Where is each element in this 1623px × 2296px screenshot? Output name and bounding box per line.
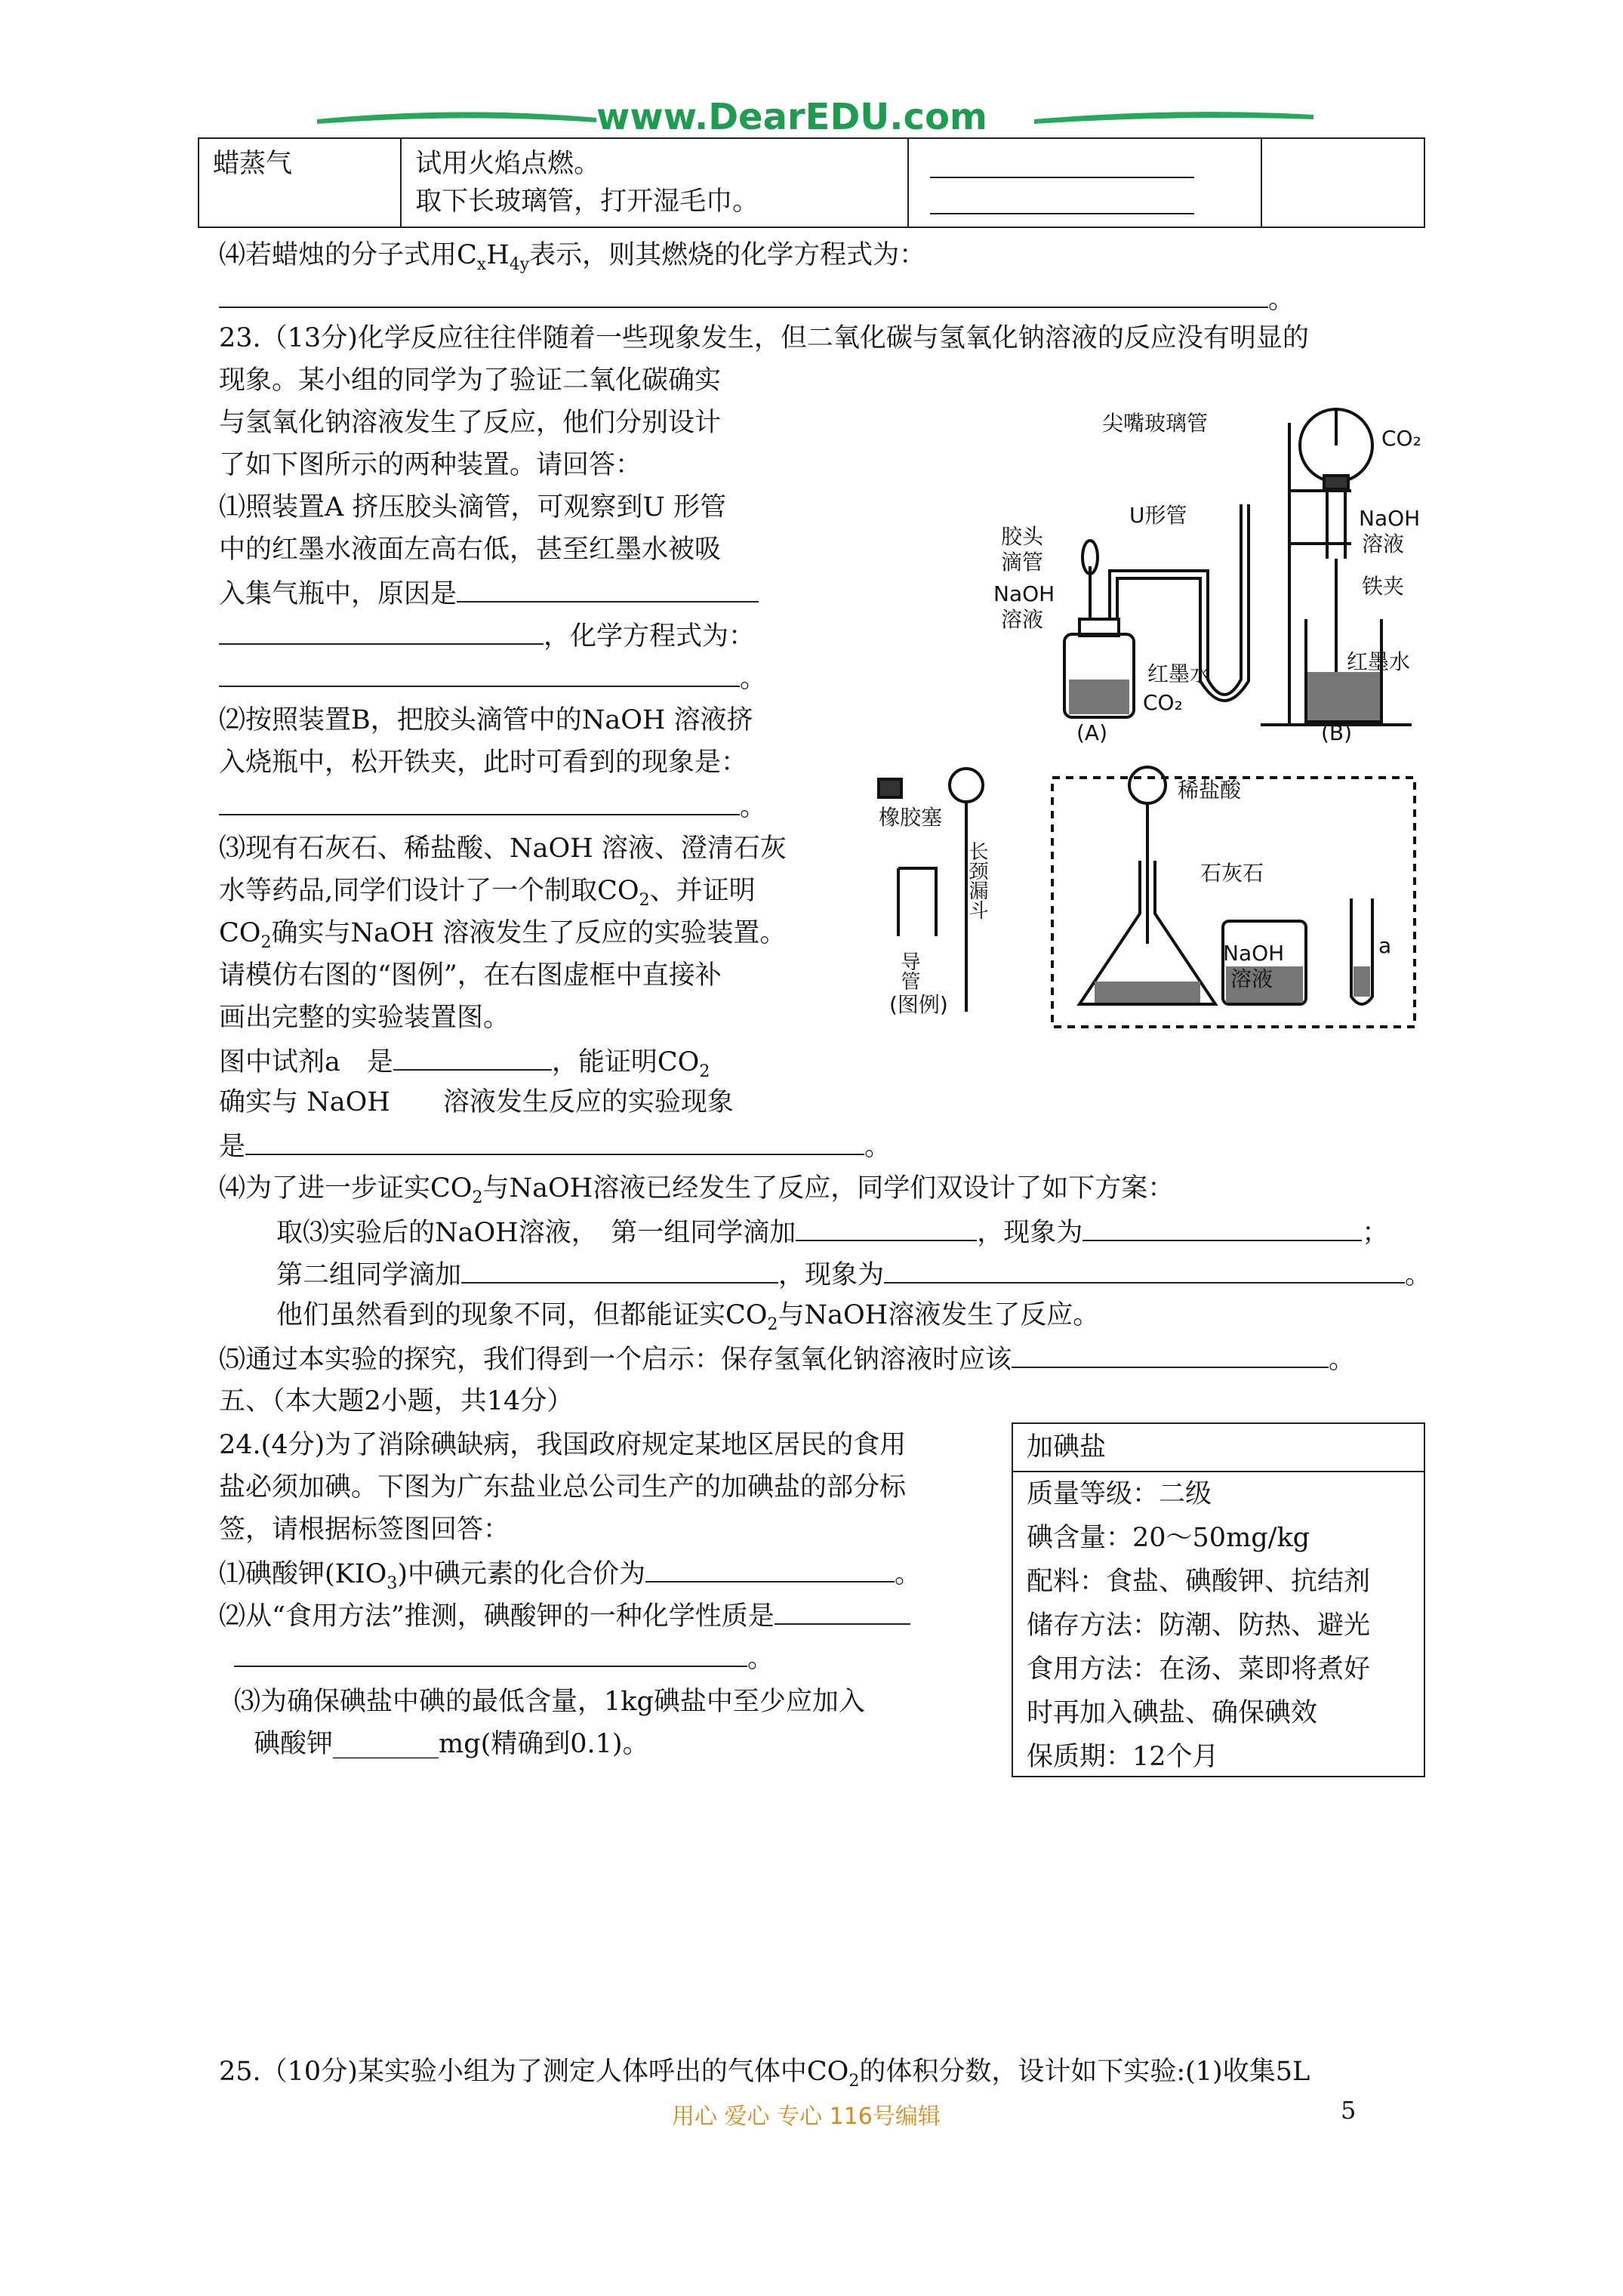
reason-blank-2[interactable] xyxy=(219,618,544,645)
equation-blank[interactable] xyxy=(219,281,1268,308)
iodized-salt-label xyxy=(1012,1422,1425,1777)
table-cell-empty xyxy=(1261,138,1424,227)
reagent-a-blank[interactable] xyxy=(393,1043,552,1071)
label-hongmoshui-a: 红墨水 xyxy=(1147,661,1212,686)
table-cell-substance xyxy=(199,138,401,227)
q24-p2: ⑵从“食用方法”推测，碘酸钾的一种化学性质是 xyxy=(219,1598,910,1633)
label-xiangjiaosai: 橡胶塞 xyxy=(879,805,943,830)
q23-p3-line7: 确实与 NaOH 溶液发生反应的实验现象 xyxy=(219,1087,734,1117)
label-tiejia: 铁夹 xyxy=(1362,574,1405,599)
salt-label-row: 配料：食盐、碘酸钾、抗结剂 xyxy=(1027,1567,1371,1597)
property-blank[interactable] xyxy=(775,1598,910,1625)
label-naoh-c2: 溶液 xyxy=(1230,966,1273,991)
q24-p3-line2: 碘酸钾________mg(精确到0.1)。 xyxy=(254,1729,649,1759)
salt-label-title: 加碘盐 xyxy=(1013,1424,1424,1472)
answer-blank-1[interactable] xyxy=(930,145,1194,178)
label-co2-b: CO₂ xyxy=(1381,426,1421,451)
q22-part4: ⑷若蜡烛的分子式用$C_xH_{4y}$表示，则其燃烧的化学方程式为： xyxy=(219,240,926,274)
q23-intro-2: 现象。某小组的同学为了验证二氧化碳确实 xyxy=(219,365,722,396)
q24-line3: 签，请根据标签图回答： xyxy=(219,1515,510,1545)
salt-label-row: 时再加入碘盐、确保碘效 xyxy=(1027,1698,1318,1728)
table-substance-text: 蜡蒸气 xyxy=(213,149,293,179)
evidence-blank[interactable] xyxy=(245,1128,864,1155)
q23-p2-line1: ⑵按照装置B，把胶头滴管中的NaOH 溶液挤 xyxy=(219,705,753,735)
label-b: (B) xyxy=(1321,720,1353,745)
footer-text: 用心 爱心 专心 116号编辑 xyxy=(672,2103,941,2130)
q23-intro-1: 23.（13分)化学反应往往伴随着一些现象发生，但二氧化碳与氢氧化钠溶液的反应没有明显的 xyxy=(219,323,1309,353)
q23-p1-line3: 入集气瓶中，原因是 xyxy=(219,575,759,611)
q23-p2-line3: 。 xyxy=(219,788,766,824)
label-daoguan-vertical xyxy=(898,951,920,991)
q23-p4-line3: 第二组同学滴加 ，现象为 。 xyxy=(276,1256,1431,1292)
property-blank-2[interactable] xyxy=(234,1640,747,1667)
valence-blank[interactable] xyxy=(645,1555,895,1583)
q23-intro-4: 了如下图所示的两种装置。请回答： xyxy=(219,450,642,480)
apparatus-figure-ab xyxy=(929,393,1427,747)
label-changjing-vertical xyxy=(965,841,988,920)
q23-p3-line8: 是 。 xyxy=(219,1128,891,1163)
svg-text:长颈漏斗: 长颈漏斗 xyxy=(965,841,988,920)
q24-line1: 24.(4分)为了消除碘缺病，我国政府规定某地区居民的食用 xyxy=(219,1430,907,1460)
q24-line2: 盐必须加碘。下图为广东盐业总公司生产的加碘盐的部分标 xyxy=(219,1472,907,1502)
q23-p3-line4: 请模仿右图的“图例”，在右图虚框中直接补 xyxy=(219,960,722,991)
q23-p4-line4: 他们虽然看到的现象不同，但都能证实$CO_2$与NaOH溶液发生了反应。 xyxy=(276,1300,1100,1334)
observation-table xyxy=(198,137,1425,228)
label-naoh-b2: 溶液 xyxy=(1362,532,1405,556)
table-method-line2: 取下长玻璃管，打开湿毛巾。 xyxy=(415,186,759,217)
label-naoh-c1: NaOH xyxy=(1223,941,1285,966)
q25-line: 25.（10分)某实验小组为了测定人体呼出的气体中$CO_2$的体积分数，设计如下实验:(1)收集5L xyxy=(219,2057,1310,2091)
q23-p3-line2: 水等药品,同学们设计了一个制取$CO_2$、并证明 xyxy=(219,876,756,910)
q23-p2-line2: 入烧瓶中，松开铁夹，此时可看到的现象是： xyxy=(219,747,748,778)
q23-p5-line: ⑸通过本实验的探究，我们得到一个启示：保存氢氧化钠溶液时应该 。 xyxy=(219,1341,1355,1376)
q23-p3-line1: ⑶现有石灰石、稀盐酸、NaOH 溶液、澄清石灰 xyxy=(219,834,787,864)
page-number: 5 xyxy=(1341,2096,1357,2125)
group2-reagent-blank[interactable] xyxy=(461,1256,778,1284)
salt-label-row: 保质期：12个月 xyxy=(1027,1742,1219,1772)
q23-p1-line5: 。 xyxy=(219,660,766,695)
q22-equation-line: 。 xyxy=(219,281,1295,316)
label-hongmoshui-b: 红墨水 xyxy=(1347,649,1411,674)
table-method-line1: 试用火焰点燃。 xyxy=(415,149,601,179)
label-jiaotou-2: 滴管 xyxy=(1001,550,1044,575)
salt-label-row: 碘含量：20～50mg/kg xyxy=(1027,1523,1310,1553)
label-naoh-b1: NaOH xyxy=(1359,506,1421,531)
q23-p4-line1: ⑷为了进一步证实$CO_2$与NaOH溶液已经发生了反应，同学们双设计了如下方案： xyxy=(219,1173,1175,1207)
group1-phenomenon-blank[interactable] xyxy=(1083,1214,1362,1241)
q23-p3-line5: 画出完整的实验装置图。 xyxy=(219,1003,510,1033)
salt-label-row: 储存方法：防潮、防热、避光 xyxy=(1027,1610,1371,1641)
phenomenon-blank[interactable] xyxy=(219,788,740,815)
label-naoh-a1: NaOH xyxy=(993,581,1055,606)
q23-p3-line6: 图中试剂a 是 ，能证明$CO_2$ xyxy=(219,1043,710,1089)
equation-blank-a[interactable] xyxy=(219,660,740,687)
q24-p3-line1: ⑶为确保碘盐中碘的最低含量，1kg碘盐中至少应加入 xyxy=(234,1687,865,1717)
storage-blank[interactable] xyxy=(1012,1341,1329,1368)
label-jianzui: 尖嘴玻璃管 xyxy=(1102,411,1209,436)
reason-blank[interactable] xyxy=(457,575,759,603)
label-naoh-a2: 溶液 xyxy=(1001,607,1044,632)
label-uxing: U形管 xyxy=(1129,503,1187,528)
label-xiyansuan: 稀盐酸 xyxy=(1178,778,1242,803)
salt-label-row: 质量等级：二级 xyxy=(1027,1479,1212,1509)
q23-p1-line4: ，化学方程式为： xyxy=(219,618,755,653)
header-site-name: www.DearEDU.com xyxy=(596,96,987,138)
q24-p2-cont: 。 xyxy=(234,1640,774,1675)
q23-intro-3: 与氢氧化钠溶液发生了反应，他们分别设计 xyxy=(219,408,722,438)
label-shihuishi: 石灰石 xyxy=(1200,861,1264,886)
section-5-heading: 五、（本大题2小题，共14分） xyxy=(219,1386,574,1416)
q24-p1: ⑴碘酸钾$(KIO_3)$中碘元素的化合价为 。 xyxy=(219,1555,921,1601)
group1-reagent-blank[interactable] xyxy=(796,1214,977,1241)
answer-blank-2[interactable] xyxy=(930,178,1194,214)
salt-label-row: 食用方法：在汤、菜即将煮好 xyxy=(1027,1654,1371,1684)
label-jiaotou-1: 胶头 xyxy=(1001,524,1044,549)
label-co2-a: CO₂ xyxy=(1143,690,1183,715)
q23-p4-line2: 取⑶实验后的NaOH溶液， 第一组同学滴加 ，现象为 ； xyxy=(276,1214,1388,1250)
q23-p1-line2: 中的红墨水液面左高右低，甚至红墨水被吸 xyxy=(219,535,722,565)
label-reagent-a: a xyxy=(1378,933,1392,958)
table-cell-method xyxy=(401,138,908,227)
svg-text:导管: 导管 xyxy=(898,951,920,991)
q23-p1-line1: ⑴照装置A 挤压胶头滴管，可观察到U 形管 xyxy=(219,492,727,522)
label-tuli: (图例) xyxy=(889,992,948,1017)
table-cell-answer xyxy=(908,138,1261,227)
apparatus-figure-legend xyxy=(868,763,1427,1034)
q23-p3-line3: $CO_2$确实与NaOH 溶液发生了反应的实验装置。 xyxy=(219,918,787,952)
group2-phenomenon-blank[interactable] xyxy=(884,1256,1405,1284)
label-a: (A) xyxy=(1076,720,1108,745)
